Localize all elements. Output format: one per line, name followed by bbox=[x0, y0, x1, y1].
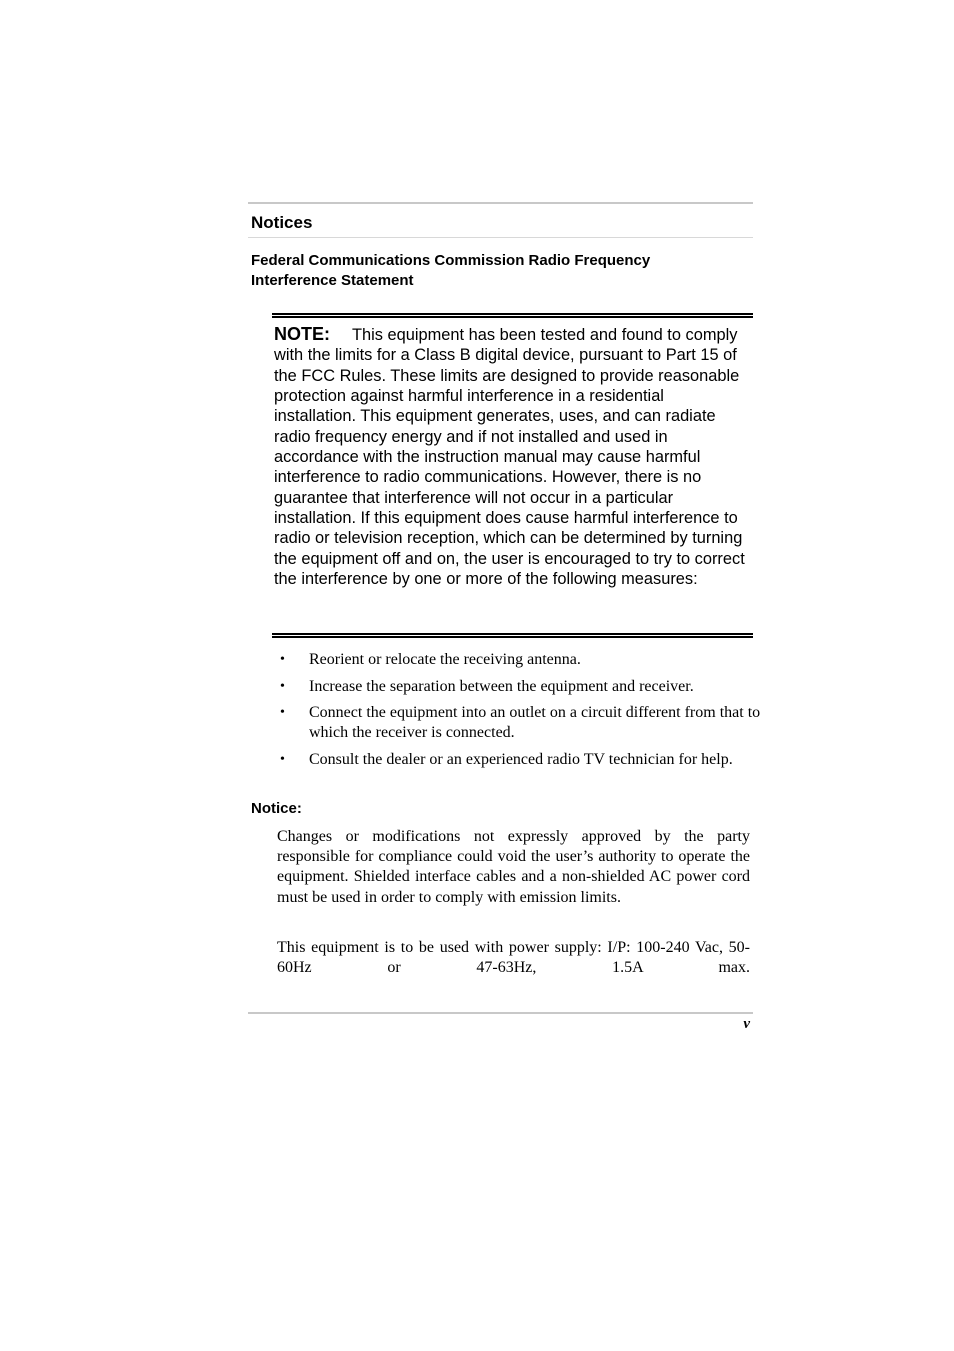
list-item-text: Reorient or relocate the receiving antenna. bbox=[309, 651, 581, 668]
list-item-text: Consult the dealer or an experienced radio TV technician for help. bbox=[309, 750, 733, 768]
notice-paragraph-power-supply: This equipment is to be used with power supply: I/P: 100-240 Vac, 50-60Hz or 47-63Hz, 1.5A max. bbox=[277, 939, 750, 977]
section-title: Notices bbox=[251, 213, 313, 232]
bullet-icon: • bbox=[280, 751, 285, 767]
notice-label: Notice: bbox=[251, 800, 302, 817]
note-body: This equipment has been tested and found to comply with the limits for a Class B digital device, pursuant to Part 15 of the FCC Rules. These limits are designed to provide reasonable protection against harmful interference in a residential installation. This equipment generates, uses, and can radiate radio frequency energy and if not installed and used in accordance with the instruction manual may cause harmful interference to radio communications. However, there is no guarantee that interference will not occur in a particular installation. If this equipment does cause harmful interference to radio or television reception, which can be determined by turning the equipment off and on, the user is encouraged to try to correct the interference by one or more of the following measures: bbox=[274, 326, 745, 589]
list-item-text: Connect the equipment into an outlet on a circuit different from that to which the receiver is connected. bbox=[309, 704, 761, 741]
note-paragraph bbox=[274, 324, 750, 589]
subsection-title: Federal Communications Commission Radio Frequency Interference Statement bbox=[251, 252, 651, 289]
list-item-text: Increase the separation between the equipment and receiver. bbox=[309, 677, 694, 695]
bullet-icon: • bbox=[280, 705, 285, 720]
list-item bbox=[277, 650, 767, 670]
bullet-icon: • bbox=[280, 678, 285, 694]
list-item bbox=[277, 750, 767, 770]
fcc-note-box bbox=[272, 313, 753, 638]
bullet-icon: • bbox=[280, 652, 285, 667]
list-item bbox=[277, 703, 767, 743]
title-divider bbox=[248, 237, 753, 238]
top-divider bbox=[248, 202, 753, 204]
footer-divider bbox=[248, 1012, 753, 1014]
measures-list bbox=[277, 650, 767, 776]
note-label: NOTE: bbox=[274, 324, 330, 344]
list-item bbox=[277, 677, 767, 697]
notice-paragraph-changes: Changes or modifications not expressly approved by the party responsible for compliance could void the user’s authority to operate the equipment. Shielded interface cables and a non-shielded AC power cord must be used in order to comply with emission limits. bbox=[277, 828, 750, 906]
page-number: v bbox=[743, 1016, 750, 1032]
